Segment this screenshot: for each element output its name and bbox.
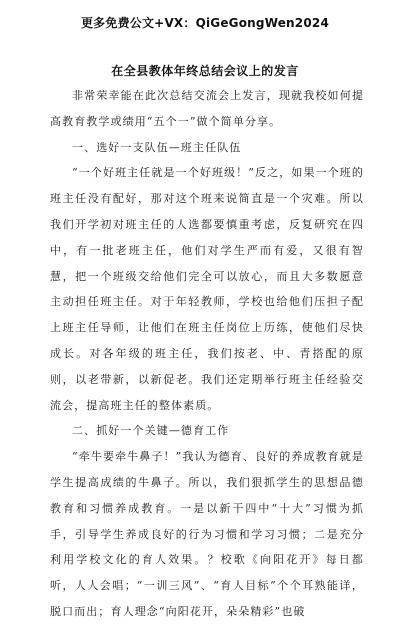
section-heading-1: 一、选好一支队伍—班主任队伍 <box>72 140 242 154</box>
promo-header: 更多免费公文+VX：QiGeGongWen2024 <box>80 16 329 30</box>
intro-paragraph: 非常荣幸能在此次总结交流会上发言，现就我校如何提高教育教学或绩用“五个一”做个简单分享。 <box>50 89 364 128</box>
document-body <box>50 83 364 625</box>
section-heading-2: 二、抓好一个关键—德育工作 <box>72 424 230 438</box>
section-2-paragraph: “牵牛要牵牛鼻子！”我认为德育、良好的养成教育就是学生提高成绩的牛鼻子。所以，我们狠抓学生的思想品德教育和习惯养成教育。一是以新干四中“十大”习惯为抓手，引导学生养成良好的行为习惯和学习习惯；二是充分利用学校文化的育人效果。？校歌《向阳花开》每日都听，人人会唱；“一训三风”、“育人目标”个个耳熟能详，脱口而出；育人理念“向阳花开，朵朵精彩”也破 <box>50 450 364 618</box>
document-title: 在全县教体年终总结会议上的发言 <box>111 64 299 78</box>
section-1-paragraph: “一个好班主任就是一个好班级！”反之，如果一个班的班主任没有配好，那对这个班来说简直是一个灾难。所以我们开学初对班主任的人选都要慎重考虑，反复研究在四中，有一批老班主任，他们对学生严而有爱，又很有智慧，把一个班级交给他们完全可以放心，而且大多数愿意主动担任班主任。对于年轻教师，学校也给他们压担子配上班主任导师，让他们在班主任岗位上历练，使他们尽快成长。对各年级的班主任，我们按老、中、青搭配的原则，以老带新，以新促老。我们还定期举行班主任经验交流会，提高班主任的整体素质。 <box>50 166 364 412</box>
